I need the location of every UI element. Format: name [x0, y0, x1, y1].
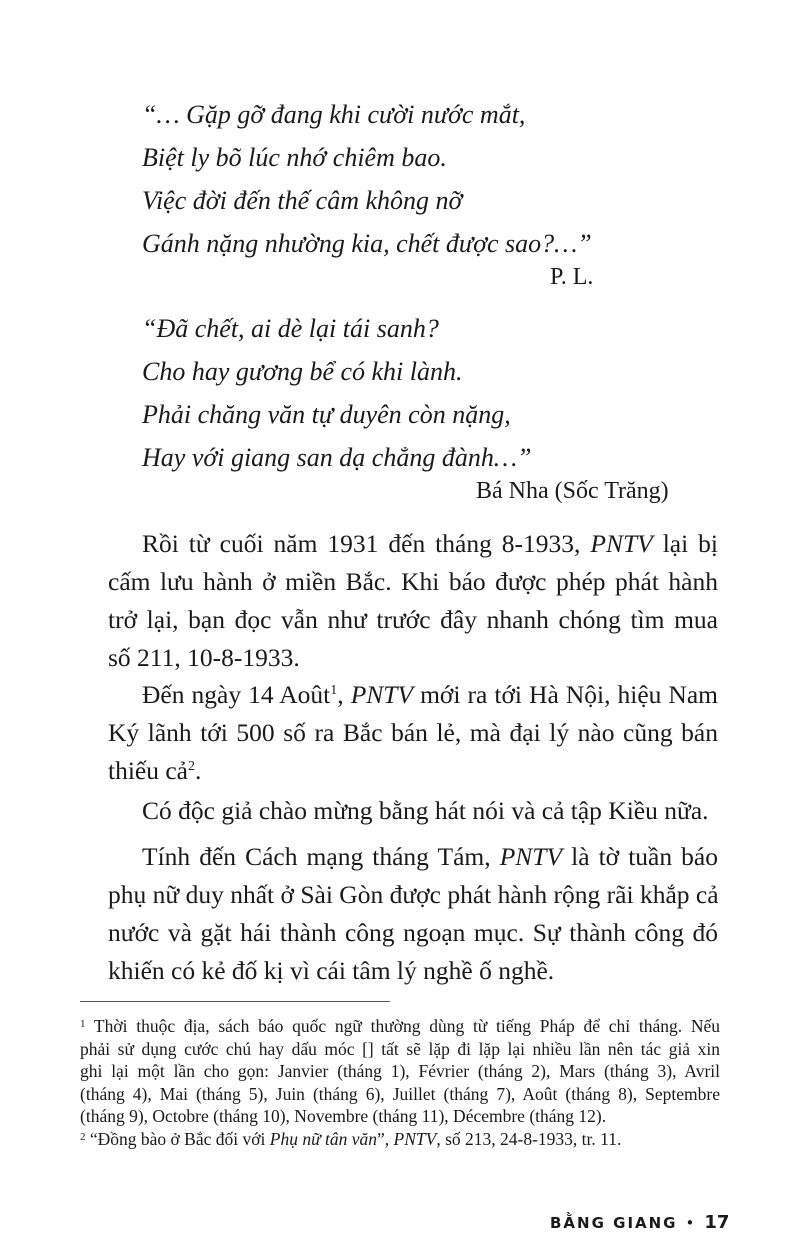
poem-1-signature: P. L.	[550, 264, 594, 290]
paragraph-line: Ký lãnh tới 500 số ra Bắc bán lẻ, mà đại lý nào cũng bán	[108, 718, 718, 747]
paragraph-4	[108, 838, 718, 990]
poem-line: Cho hay gương bể có khi lành.	[142, 357, 463, 386]
poem-2	[142, 307, 531, 479]
publication-abbrev: PNTV	[590, 529, 653, 558]
footnote-ref-1[interactable]: 1	[330, 683, 338, 698]
paragraph-line	[108, 525, 718, 563]
footnote-line: phải sử dụng cước chú hay dấu móc [] tất sẽ lặp đi lặp lại nhiều lần nên tác giả xin	[80, 1038, 720, 1059]
footnote-mark: 2	[80, 1131, 86, 1143]
poem-line: “… Gặp gỡ đang khi cười nước mắt,	[142, 100, 526, 129]
paragraph-line: Có độc giả chào mừng bằng hát nói và cả tập Kiều nữa.	[142, 796, 709, 825]
publication-abbrev: PNTV	[350, 680, 414, 709]
footnote-ref-2[interactable]: 2	[188, 759, 195, 774]
paragraph-3	[108, 792, 718, 830]
footnote-line: (tháng 9), Octobre (tháng 10), Novembre (tháng 11), Décembre (tháng 12).	[80, 1106, 607, 1126]
poem-line: Phải chăng văn tự duyên còn nặng,	[142, 400, 511, 429]
poem-2-signature: Bá Nha (Sốc Trăng)	[476, 478, 669, 504]
paragraph-line: phụ nữ duy nhất ở Sài Gòn được phát hành rộng rãi khắp cả	[108, 880, 719, 909]
paragraph-line: số 211, 10-8-1933.	[108, 643, 300, 672]
footnote-line: (tháng 4), Mai (tháng 5), Juin (tháng 6), Juillet (tháng 7), Août (tháng 8), Septembre	[80, 1083, 720, 1104]
text-run: , số 213, 24-8-1933, tr. 11.	[436, 1129, 622, 1149]
poem-line: Gánh nặng nhường kia, chết được sao?…”	[142, 229, 592, 258]
publication-abbrev: PNTV	[499, 842, 563, 871]
text-run: “Đồng bào ở Bắc đối với	[85, 1129, 270, 1149]
footnote-line: ghi lại một lần cho gọn: Janvier (tháng 1), Février (tháng 2), Mars (tháng 3), Avril	[80, 1061, 720, 1081]
text-run: Thời thuộc địa, sách báo quốc ngữ thường dùng từ tiếng Pháp để chỉ tháng. Nếu	[85, 1016, 720, 1036]
footnote-line	[80, 1128, 720, 1151]
footnote-divider	[80, 1001, 390, 1002]
text-run: Đến ngày 14 Août	[142, 680, 331, 709]
text-run: mới ra tới Hà Nội, hiệu Nam	[413, 680, 718, 709]
text-run: ,	[337, 680, 351, 709]
page-number: 17	[704, 1212, 730, 1233]
paragraph-line: khiến có kẻ đố kị vì cái tâm lý nghề ố nghề.	[108, 956, 555, 985]
paragraph-line: cấm lưu hành ở miền Bắc. Khi báo được phép phát hành	[108, 567, 718, 596]
poem-1	[142, 93, 592, 265]
paragraph-2	[108, 676, 718, 790]
footnote-1	[80, 1015, 720, 1128]
text-run: Rồi từ cuối năm 1931 đến tháng 8-1933,	[142, 529, 591, 558]
footnote-line	[80, 1015, 720, 1038]
text-run: là tờ tuần báo	[562, 842, 718, 871]
page-footer	[550, 1212, 729, 1233]
publication-title: Phụ nữ tân văn	[269, 1129, 377, 1149]
text-run: Tính đến Cách mạng tháng Tám,	[142, 842, 500, 871]
bullet-separator: •	[685, 1214, 695, 1232]
poem-line: Biệt ly bõ lúc nhớ chiêm bao.	[142, 143, 447, 172]
text-run: lại bị	[652, 529, 718, 558]
paragraph-1	[108, 525, 718, 677]
text-run: .	[195, 756, 202, 785]
paragraph-line	[108, 676, 718, 714]
paragraph-line: trở lại, bạn đọc vẫn như trước đây nhanh chóng tìm mua	[108, 605, 718, 634]
text-run: ”,	[377, 1129, 394, 1149]
running-author: BẰNG GIANG	[550, 1214, 678, 1232]
poem-line: Hay với giang san dạ chẳng đành…”	[142, 443, 532, 472]
poem-line: Việc đời đến thế câm không nỡ	[142, 186, 463, 215]
paragraph-line: nước và gặt hái thành công ngoạn mục. Sự thành công đó	[108, 918, 718, 947]
publication-abbrev: PNTV	[393, 1129, 437, 1149]
paragraph-line	[108, 838, 718, 876]
poem-line: “Đã chết, ai dè lại tái sanh?	[142, 314, 439, 343]
text-run: thiếu cả	[108, 756, 188, 785]
footnote-mark: 1	[80, 1018, 86, 1030]
footnote-2	[80, 1128, 720, 1151]
paragraph-line	[108, 752, 718, 790]
